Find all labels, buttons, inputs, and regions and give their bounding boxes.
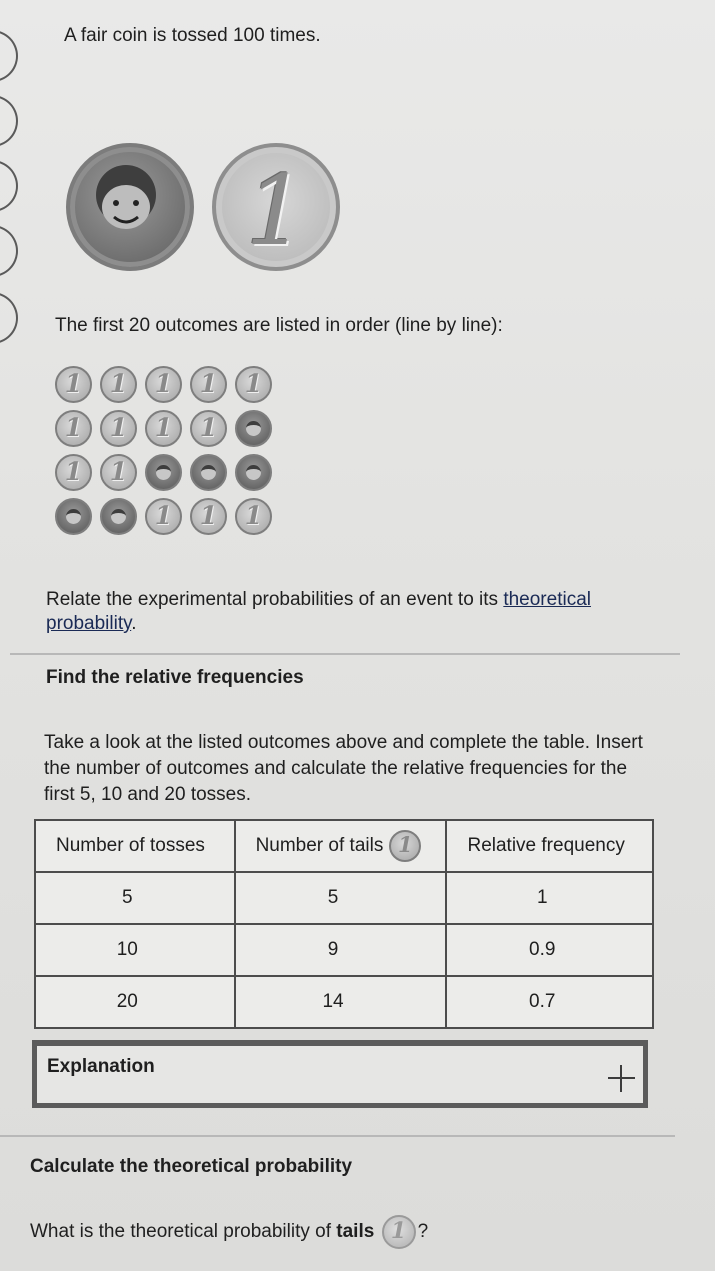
intro-statement: A fair coin is tossed 100 times. [64,25,321,46]
outcome-row [55,498,272,534]
cell-relative-input[interactable]: 0.9 [446,924,653,976]
tails-coin-icon: 1 [389,830,421,862]
cell-tails-input[interactable]: 14 [235,976,447,1028]
cell-tosses: 20 [35,976,235,1028]
tails-coin-icon: 1 [235,498,272,535]
objective-suffix: . [131,613,137,634]
expand-plus-icon[interactable] [606,1063,636,1093]
rail-arc [0,30,18,82]
tails-coin-icon: 1 [145,410,182,447]
heads-face-coin-icon [235,410,272,447]
instructions-text: Take a look at the listed outcomes above and complete the table. Insert the number of outcomes and calculate the relative frequencies for the first 5, 10 and 20 tosses. [44,732,643,805]
section-heading-frequencies: Find the relative frequencies [46,667,304,688]
section-heading-theoretical: Calculate the theoretical probability [30,1156,353,1177]
tails-coin-icon: 1 [100,410,137,447]
outcome-row [55,410,272,446]
header-tails [235,820,447,872]
heads-face-coin-icon [145,454,182,491]
theoretical-question [30,1215,428,1249]
cell-relative-input[interactable]: 0.7 [446,976,653,1028]
tails-coin-icon: 1 [55,410,92,447]
rail-arc [0,160,18,212]
theoretical-probability-link[interactable]: theoretical probability [46,589,591,634]
heads-face-coin-icon [55,498,92,535]
objective-prefix: Relate the experimental probabilities of an event to its [46,589,504,610]
objective-text [46,588,656,636]
tails-coin-icon: 1 [235,366,272,403]
heads-face-coin-icon [235,454,272,491]
tails-coin-icon: 1 [55,366,92,403]
cell-relative-input[interactable]: 1 [446,872,653,924]
heads-face-coin-icon [190,454,227,491]
header-tails-label: Number of tails [255,835,384,857]
outcome-row [55,366,272,402]
tails-coin-icon: 1 [55,454,92,491]
question-prefix: What is the theoretical probability of [30,1221,337,1243]
tails-coin-icon: 1 [382,1215,416,1249]
outcome-row [55,454,272,490]
tails-coin-icon: 1 [145,498,182,535]
question-suffix: ? [417,1221,429,1243]
table-row [35,872,653,924]
tails-coin-icon: 1 [145,366,182,403]
rail-arc [0,225,18,277]
tails-coin-icon: 1 [100,454,137,491]
table-row [35,976,653,1028]
divider [0,1135,675,1137]
explanation-label: Explanation [47,1056,155,1077]
frequency-table [34,819,654,1029]
tails-coin-icon: 1 [212,143,340,271]
divider [10,653,680,655]
rail-arc [0,292,18,344]
header-tosses: Number of tosses [35,820,235,872]
outcomes-label: The first 20 outcomes are listed in order (line by line): [55,315,503,336]
question-bold: tails [336,1221,375,1243]
heads-face-coin-icon [100,498,137,535]
rail-arc [0,95,18,147]
tails-coin-icon: 1 [190,498,227,535]
tails-coin-icon: 1 [190,410,227,447]
outcome-grid [55,366,272,542]
table-row [35,924,653,976]
heads-face-coin-icon [66,143,194,271]
cell-tails-input[interactable]: 5 [235,872,447,924]
cell-tosses: 5 [35,872,235,924]
table-header-row [35,820,653,872]
tails-coin-icon: 1 [100,366,137,403]
cell-tosses: 10 [35,924,235,976]
header-relative-frequency: Relative frequency [446,820,653,872]
tails-coin-icon: 1 [190,366,227,403]
cell-tails-input[interactable]: 9 [235,924,447,976]
